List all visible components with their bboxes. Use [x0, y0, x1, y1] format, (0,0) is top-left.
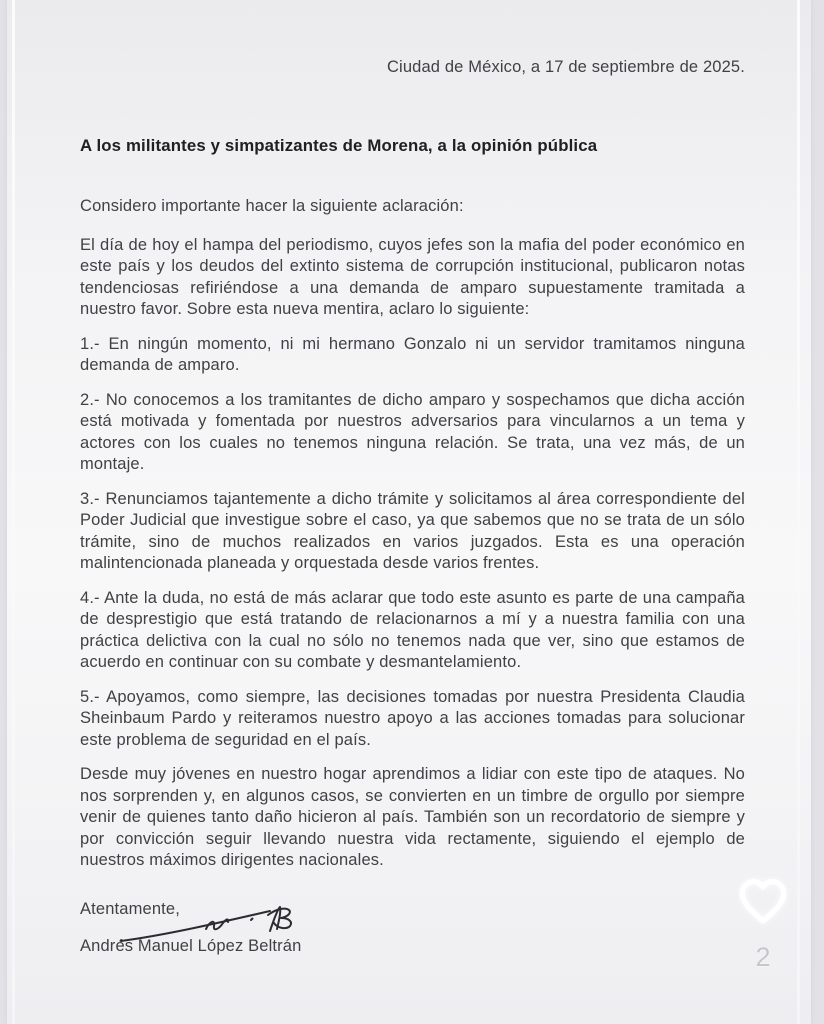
numbered-point-3: 3.- Renunciamos tajantemente a dicho trámite y solicitamos al área correspondiente del Poder Judicial que investigue sobre el caso, ya que sabemos que no se trata de un sólo trámite, sino de muchos realizados en varios juzgados. Esta es una operación malintencionada planeada y orquestada desde varios frentes. — [80, 489, 745, 572]
heart-outline-icon[interactable] — [734, 872, 792, 930]
letter-content — [7, 0, 811, 958]
intro-line: Considero importante hacer la siguiente aclaración: — [80, 197, 464, 215]
numbered-point-5: 5.- Apoyamos, como siempre, las decisiones tomadas por nuestra Presidenta Claudia Sheinbaum Pardo y reiteramos nuestro apoyo a las acciones tomadas para solucionar este problema de seguridad en el país. — [80, 687, 745, 749]
like-count: 2 — [755, 942, 771, 972]
opening-paragraph: El día de hoy el hampa del periodismo, cuyos jefes son la mafia del poder económico en este país y los deudos del extinto sistema de corrupción institucional, publicaron notas tendenciosas refiriéndose a una demanda de amparo supuestamente tramitada a nuestro favor. Sobre esta nueva mentira, aclaro lo siguiente: — [80, 235, 745, 318]
numbered-point-1: 1.- En ningún momento, ni mi hermano Gonzalo ni un servidor tramitamos ninguna demanda de amparo. — [80, 334, 745, 374]
letter-heading: A los militantes y simpatizantes de Morena, a la opinión pública — [80, 135, 598, 155]
like-overlay — [731, 872, 795, 973]
signer-name: Andrés Manuel López Beltrán — [80, 937, 302, 955]
signature-block — [80, 899, 745, 958]
numbered-point-2: 2.- No conocemos a los tramitantes de dicho amparo y sospechamos que dicha acción está motivada y fomentada por nuestros adversarios para vincularnos a un tema y actores con los cuales no tenemos ninguna relación. Se trata, una vez más, de un montaje. — [80, 390, 745, 473]
closing-paragraph: Desde muy jóvenes en nuestro hogar aprendimos a lidiar con este tipo de ataques. No nos sorprenden y, en algunos casos, se convierten en un timbre de orgullo por siempre venir de quienes tanto daño hicieron al país. También son un recordatorio de siempre y por convicción seguir llevando nuestra vida rectamente, siguiendo el ejemplo de nuestros máximos dirigentes nacionales. — [80, 765, 745, 869]
numbered-point-4: 4.- Ante la duda, no está de más aclarar que todo este asunto es parte de una campaña de desprestigio que está tratando de relacionarnos a mí y a nuestra familia con una práctica delictiva con la cual no sólo no tenemos nada que ver, sino que estamos de acuerdo en continuar con su combate y desmantelamiento. — [80, 588, 745, 671]
valediction: Atentamente, — [80, 899, 180, 918]
date-line: Ciudad de México, a 17 de septiembre de 2025. — [386, 58, 745, 76]
